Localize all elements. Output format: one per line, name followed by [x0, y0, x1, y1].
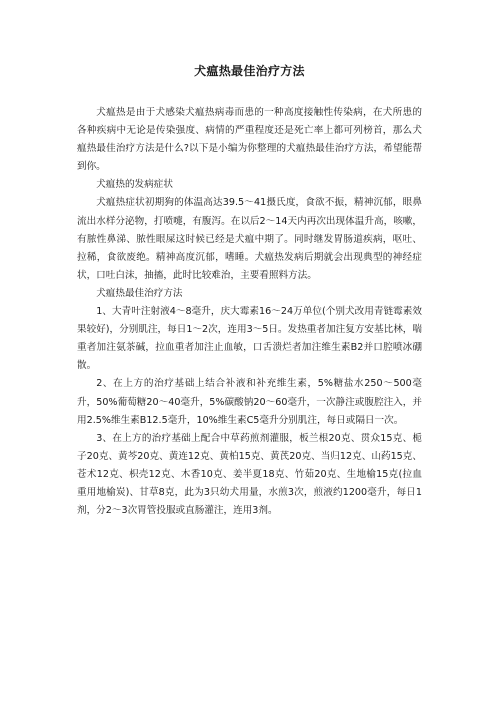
treatment-step-1: 1、大青叶注射液4～8毫升，庆大霉素16～24万单位(个别犬改用青链霉素效果较好)，分别肌注，每日1～2次，连用3～5日。发热重者加注复方安基比林，喘重者加注氨茶碱，拉血重者加注止血敏，口舌溃烂者加注维生素B2并口腔喷冰硼散。: [77, 306, 422, 372]
section-heading-treatment: 犬瘟热最佳治疗方法: [96, 287, 183, 299]
section-heading-symptoms: 犬瘟热的发病症状: [96, 179, 173, 191]
document-page: [77, 62, 422, 520]
treatment-step-3: 3、在上方的治疗基础上配合中草药煎剂灌服，板兰根20克、贯众15克、栀子20克、黄芩20克、黄连12克、黄柏15克、黄芪20克、当归12克、山药15克、苍术12克、枳壳12克、木香10克、姜半夏18克、竹茹20克、生地榆15克(拉血重用地榆炭)、甘草8克，此为3只幼犬用量，水煎3次，煎液约1200毫升，每日1剂，分2～3次胃管投服或直肠灌注，连用3剂。: [77, 432, 422, 517]
document-title: 犬瘟热最佳治疗方法: [194, 64, 305, 78]
treatment-step-2: 2、在上方的治疗基础上结合补液和补充维生素，5%糖盐水250～500毫升，50%葡萄糖20～40毫升，5%碳酸钠20～60毫升，一次静注或腹腔注入，并用2.5%维生素B12.5毫升，10%维生素C5毫升分别肌注，每日或隔日一次。: [77, 378, 422, 426]
intro-paragraph: 犬瘟热是由于犬感染犬瘟热病毒而患的一种高度接触性传染病，在犬所患的各种疾病中无论是传染强度、病情的严重程度还是死亡率上都可列榜首，那么犬瘟热最佳治疗方法是什么?以下是小编为你整理的犬瘟热最佳治疗方法，希望能帮到你。: [77, 107, 422, 173]
symptoms-paragraph: 犬瘟热症状初期狗的体温高达39.5～41摄氏度，食欲不振，精神沉郁，眼鼻流出水样分泌物，打喷嚏，有腹泻。在以后2～14天内再次出现体温升高，咳嗽，有脓性鼻涕、脓性眼屎这时候已经是犬瘟中期了。同时继发胃肠道疾病，呕吐、拉稀，食欲废绝。精神高度沉郁，嗜睡。犬瘟热发病后期就会出现典型的神经症状，口吐白沫，抽搐，此时比较难治，主要看照料方法。: [77, 197, 422, 281]
